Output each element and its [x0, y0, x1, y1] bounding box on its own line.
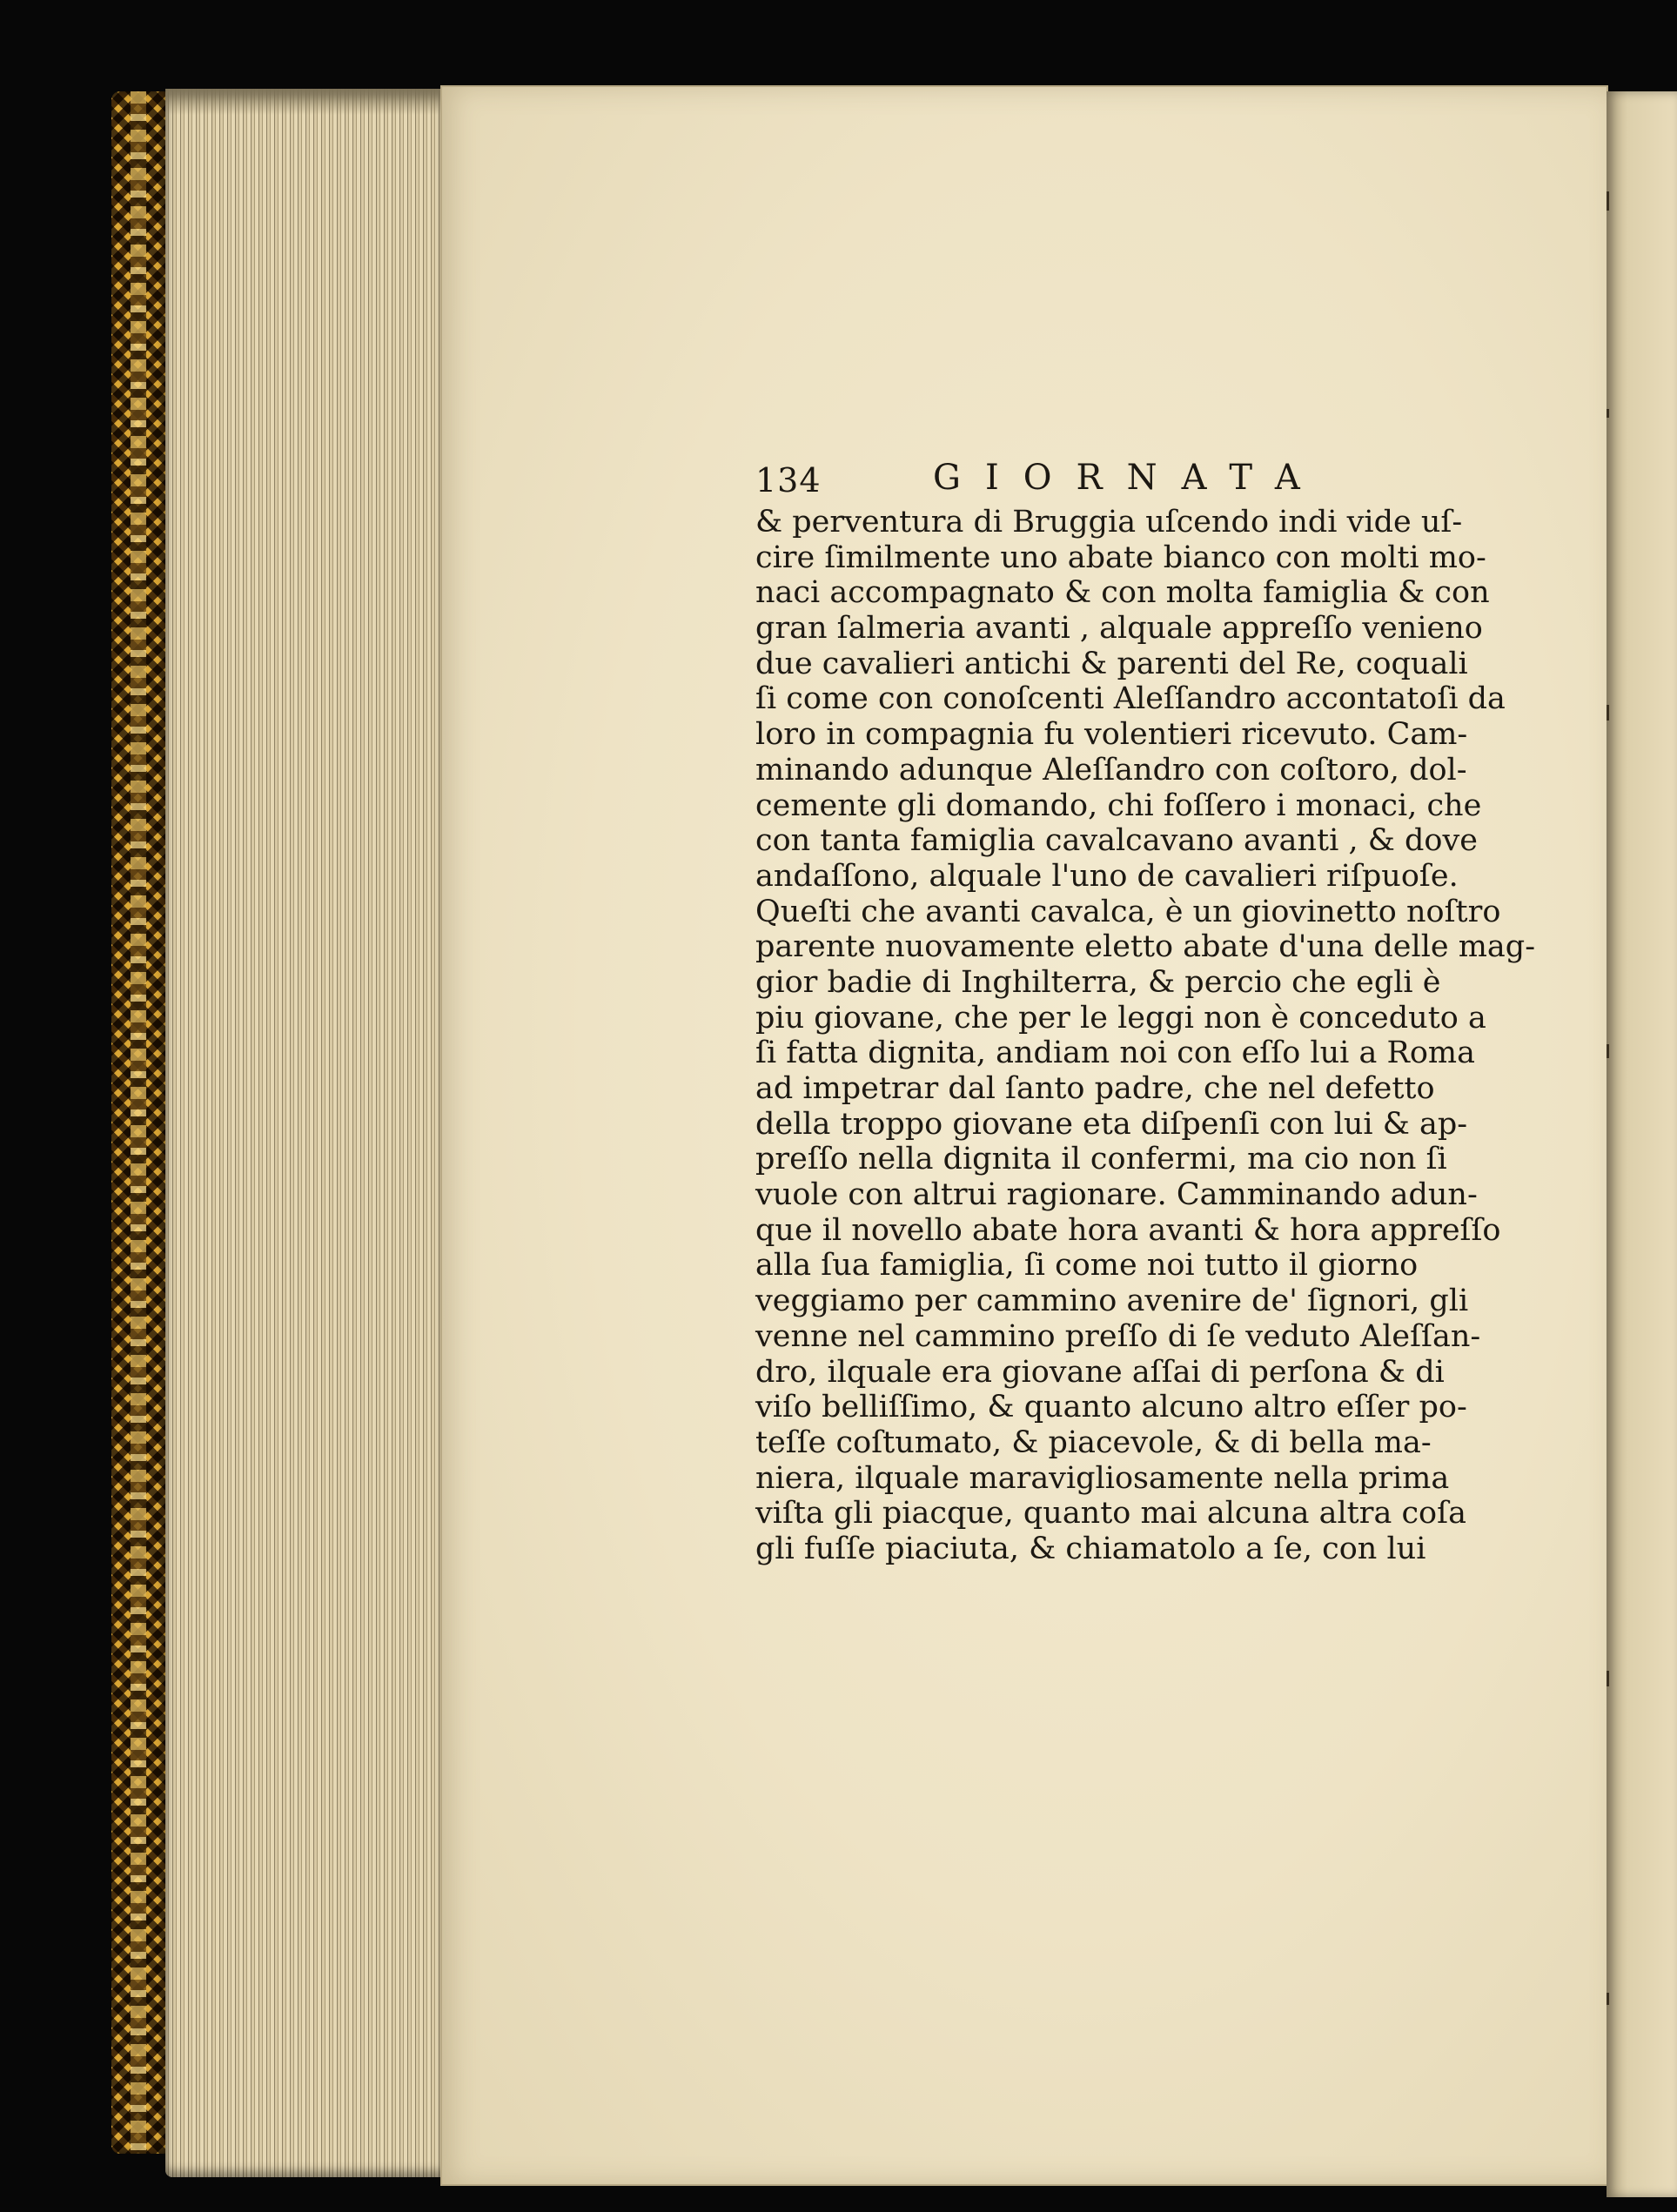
text-line: dro, ilquale era giovane aſſai di perſona & di: [755, 1354, 1445, 1390]
facing-page-mark: [1607, 705, 1609, 721]
facing-page-mark: [1607, 409, 1609, 418]
text-line: viſta gli piacque, quanto mai alcuna altra coſa: [755, 1496, 1466, 1532]
page-text: [755, 454, 1536, 1567]
text-line: vuole con altrui ragionare. Camminando adun-: [755, 1177, 1478, 1213]
text-line: ſi come con conoſcenti Aleſſandro accontatoſi da: [755, 681, 1506, 717]
facing-page-mark: [1607, 1671, 1609, 1686]
text-line: con tanta famiglia cavalcavano avanti , & dove: [755, 823, 1478, 859]
text-line: gior badie di Inghilterra, & percio che egli è: [755, 964, 1441, 1000]
text-line: parente nuovamente eletto abate d'una delle mag-: [755, 929, 1536, 965]
text-line: ad impetrar dal ſanto padre, che nel defetto: [755, 1071, 1435, 1106]
text-line: cemente gli domando, chi foſſero i monaci, che: [755, 788, 1482, 823]
running-head-title: GIORNATA: [933, 458, 1325, 498]
text-line: veggiamo per cammino avenire de' ſignori, gli: [755, 1284, 1469, 1319]
facing-page-edge: [1607, 91, 1677, 2197]
facing-page-mark: [1607, 1044, 1609, 1058]
text-line: cire ſimilmente uno abate bianco con molti mo-: [755, 540, 1486, 575]
text-line: due cavalieri antichi & parenti del Re, coquali: [755, 646, 1468, 681]
text-line: preſſo nella dignita il confermi, ma cio non ſi: [755, 1142, 1447, 1177]
text-line: Queſti che avanti cavalca, è un giovinetto noſtro: [755, 894, 1501, 929]
text-line: alla ſua famiglia, ſi come noi tutto il giorno: [755, 1248, 1419, 1284]
text-line: venne nel cammino preſſo di ſe veduto Aleſſan-: [755, 1318, 1481, 1354]
page-edges: [165, 89, 444, 2177]
text-line: & perventura di Bruggia uſcendo indi vide uſ-: [755, 505, 1463, 540]
text-line: teſſe coſtumato, & piacevole, & di bella ma-: [755, 1424, 1432, 1460]
running-head: [755, 454, 1408, 503]
facing-page-mark: [1607, 191, 1609, 211]
text-line: minando adunque Aleſſandro con coſtoro, dol-: [755, 752, 1467, 788]
text-line: ſi fatta dignita, andiam noi con eſſo lui a Roma: [755, 1036, 1475, 1071]
text-line: gran ſalmeria avanti , alquale appreſſo venieno: [755, 611, 1483, 647]
text-line: gli fuſſe piaciuta, & chiamatolo a ſe, con lui: [755, 1531, 1426, 1566]
spine-ornament: [131, 91, 146, 2154]
page-number: 134: [755, 461, 822, 499]
text-line: della troppo giovane eta diſpenſi con lui & ap-: [755, 1106, 1468, 1142]
text-line: loro in compagnia fu volentieri ricevuto. Cam-: [755, 717, 1468, 753]
text-line: que il novello abate hora avanti & hora appreſſo: [755, 1212, 1501, 1248]
text-line: andaſſono, alquale l'uno de cavalieri riſpuoſe.: [755, 858, 1459, 894]
facing-page-mark: [1607, 1993, 1609, 2005]
text-line: naci accompagnato & con molta famiglia & con: [755, 575, 1490, 611]
text-line: piu giovane, che per le leggi non è conceduto a: [755, 1000, 1486, 1036]
text-line: viſo belliſſimo, & quanto alcuno altro eſſer po-: [755, 1390, 1467, 1425]
text-line: niera, ilquale maravigliosamente nella prima: [755, 1460, 1450, 1496]
page-edges-shadow: [165, 89, 444, 115]
